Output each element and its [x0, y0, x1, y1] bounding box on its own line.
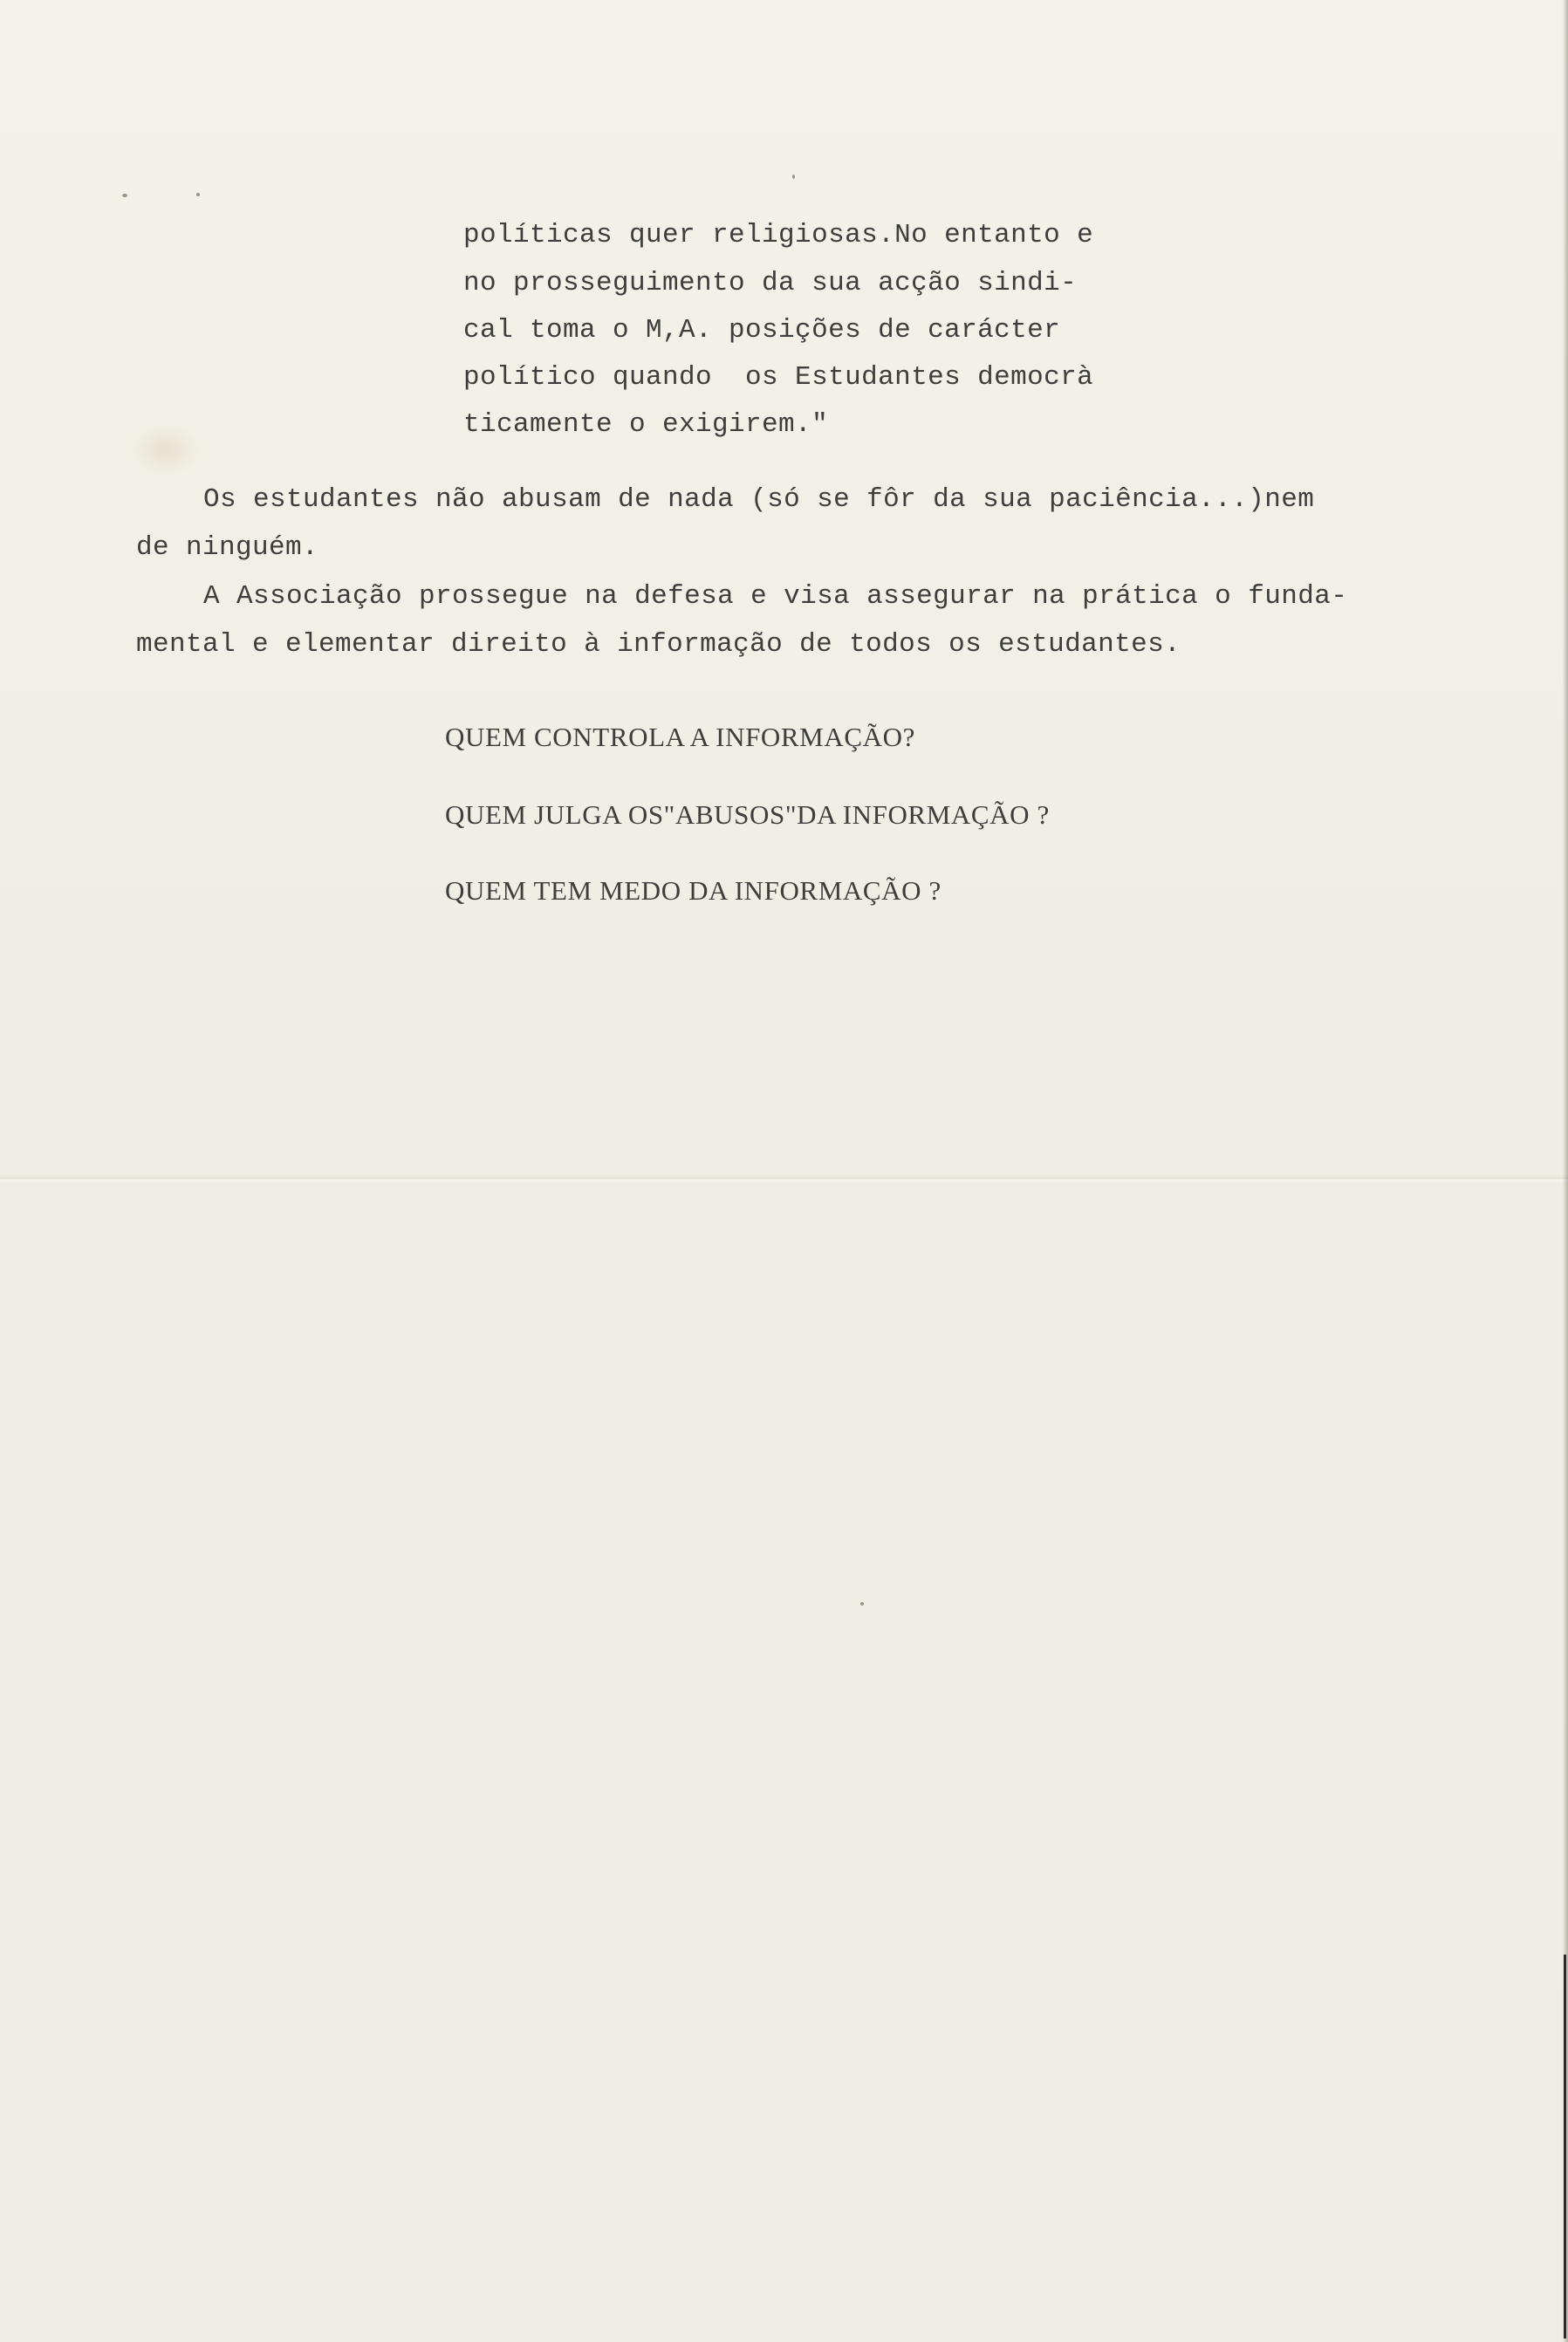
paper-edge-dark	[1564, 1955, 1566, 2339]
body-paragraph-line: mental e elementar direito à informação de todos os estudantes.	[136, 629, 1181, 660]
quote-line: ticamente o exigirem."	[463, 409, 829, 440]
paper-stain	[131, 423, 201, 476]
quote-line: político quando os Estudantes democrà	[463, 362, 1094, 393]
body-paragraph-line: de ninguém.	[136, 532, 319, 563]
ink-speck	[792, 175, 795, 179]
quote-line: no prosseguimento da sua acção sindi-	[463, 268, 1078, 298]
ink-speck	[196, 193, 200, 196]
question-line: QUEM JULGA OS"ABUSOS"DA INFORMAÇÃO ?	[445, 799, 1050, 830]
question-line: QUEM CONTROLA A INFORMAÇÃO?	[445, 722, 915, 752]
body-paragraph-line: A Associação prossegue na defesa e visa assegurar na prática o funda-	[203, 581, 1348, 612]
paper-fold-line	[0, 1174, 1568, 1183]
quote-line: cal toma o M,A. posições de carácter	[463, 315, 1061, 346]
question-line: QUEM TEM MEDO DA INFORMAÇÃO ?	[445, 875, 941, 906]
quote-line: políticas quer religiosas.No entanto e	[463, 220, 1094, 250]
ink-speck	[122, 194, 127, 197]
ink-speck	[860, 1602, 864, 1606]
body-paragraph-line: Os estudantes não abusam de nada (só se fôr da sua paciência...)nem	[203, 484, 1315, 515]
